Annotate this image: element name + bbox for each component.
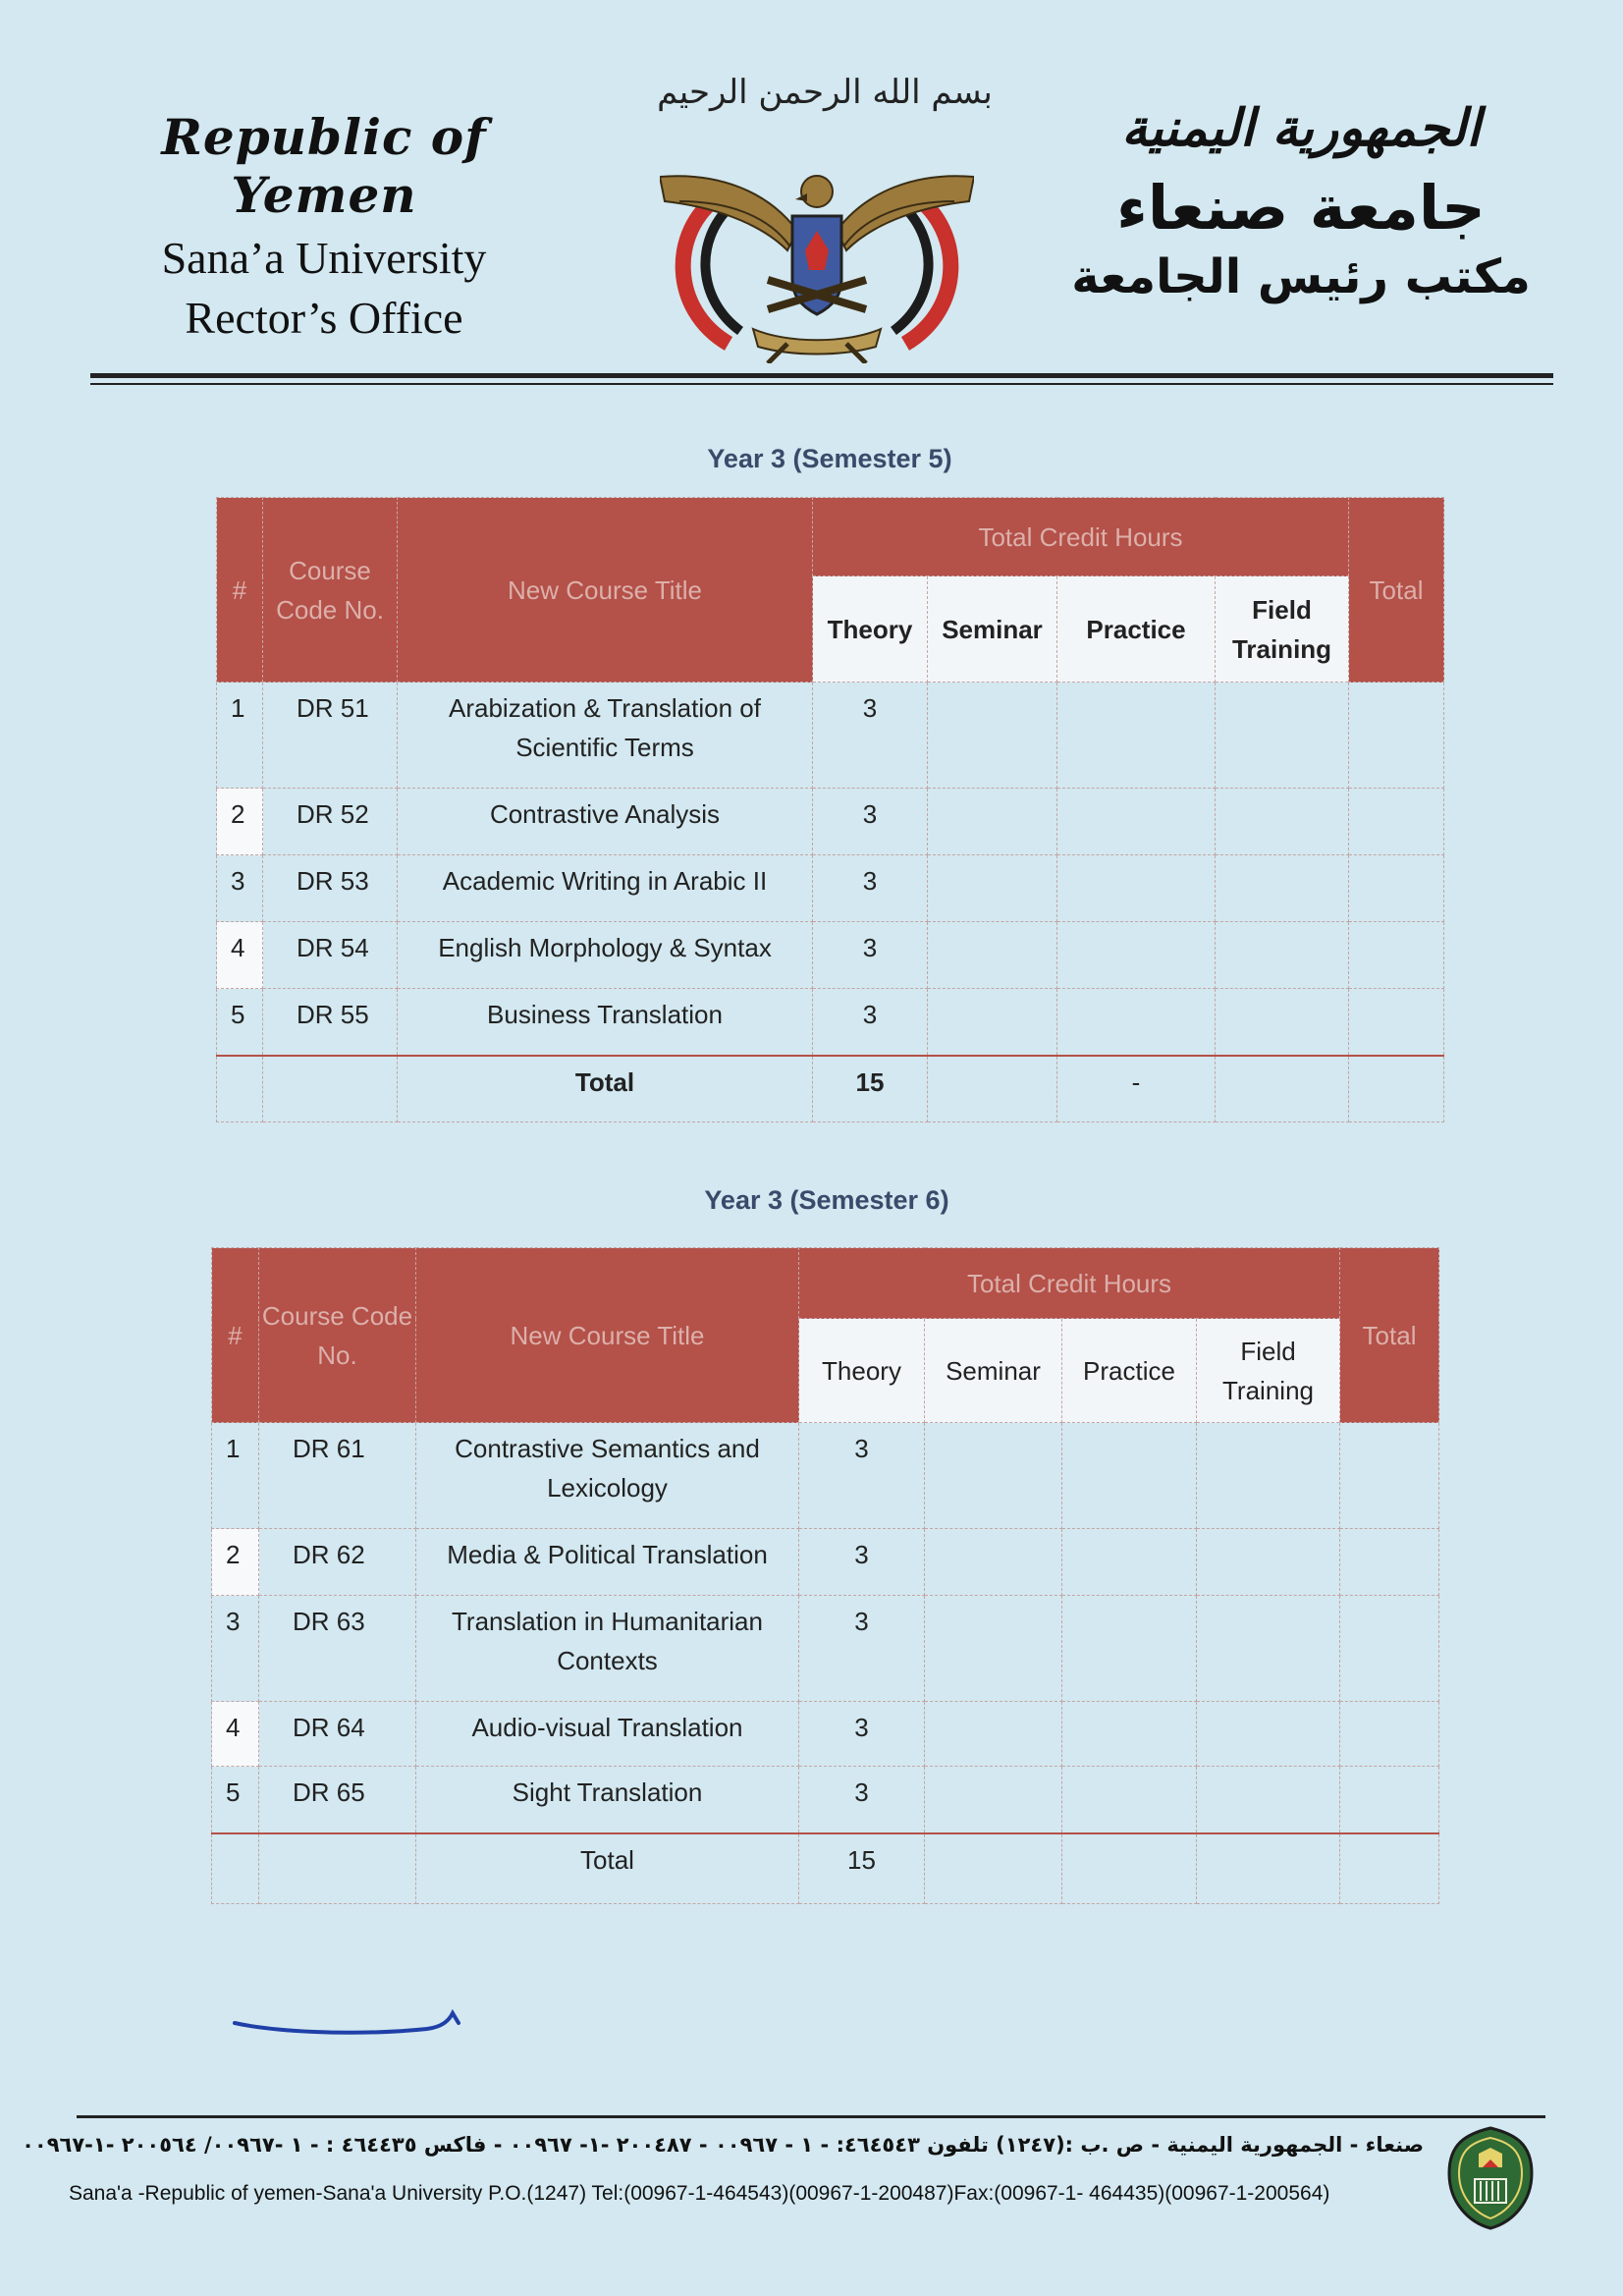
total-row xyxy=(212,1833,1439,1904)
header-field-training: Field Training xyxy=(1197,1319,1340,1423)
row-num: 1 xyxy=(212,1423,259,1529)
footer-address-ar: صنعاء - الجمهورية اليمنية - ص .ب :(١٢٤٧) تلفون ٤٦٤٥٤٣: - ١ - ٠٠٩٦٧ - ٢٠٠٤٨٧ -١- ٠٠٩٦٧ - فاكس ٤٦٤٤٣٥ : - ١ -٠٠٩٦٧/ ٢٠٠٥٦٤ -١-٠٠٩٦٧ xyxy=(22,2133,1424,2157)
header-credit-hours: Total Credit Hours xyxy=(799,1248,1340,1319)
header-divider xyxy=(90,373,1553,378)
row-theory: 3 xyxy=(813,989,928,1056)
header-title: New Course Title xyxy=(398,498,813,683)
row-theory: 3 xyxy=(799,1529,925,1596)
table-row xyxy=(212,1767,1439,1833)
row-theory: 3 xyxy=(813,683,928,789)
row-code: DR 51 xyxy=(263,683,398,789)
footer-divider xyxy=(77,2115,1545,2118)
letterhead-arabic xyxy=(1060,98,1542,304)
row-code: DR 64 xyxy=(259,1702,416,1767)
semester5-title: Year 3 (Semester 5) xyxy=(707,444,952,473)
header-credit-hours: Total Credit Hours xyxy=(813,498,1349,576)
office-name-ar: مكتب رئيس الجامعة xyxy=(1071,249,1531,304)
row-theory: 3 xyxy=(799,1596,925,1702)
row-title: Business Translation xyxy=(398,989,813,1056)
header-field-training: Field Training xyxy=(1216,576,1349,683)
total-theory: 15 xyxy=(813,1056,928,1122)
yemen-eagle-emblem xyxy=(660,162,974,363)
row-num: 4 xyxy=(212,1702,259,1767)
row-title: Translation in Humanitarian Contexts xyxy=(416,1596,799,1702)
table-row xyxy=(217,789,1444,855)
header-code: Course Code No. xyxy=(259,1248,416,1423)
semester5-table xyxy=(216,497,1444,1122)
header-practice: Practice xyxy=(1062,1319,1197,1423)
row-title: Media & Political Translation xyxy=(416,1529,799,1596)
row-code: DR 55 xyxy=(263,989,398,1056)
table-row xyxy=(212,1529,1439,1596)
row-num: 3 xyxy=(217,855,263,922)
total-theory: 15 xyxy=(799,1833,925,1904)
row-title: Academic Writing in Arabic II xyxy=(398,855,813,922)
row-theory: 3 xyxy=(799,1767,925,1833)
total-label: Total xyxy=(398,1056,813,1122)
row-code: DR 53 xyxy=(263,855,398,922)
row-title: Contrastive Semantics and Lexicology xyxy=(416,1423,799,1529)
semester6-table xyxy=(211,1247,1439,1904)
header-divider-thin xyxy=(90,383,1553,385)
row-code: DR 65 xyxy=(259,1767,416,1833)
row-num: 2 xyxy=(212,1529,259,1596)
row-theory: 3 xyxy=(799,1423,925,1529)
header-num: # xyxy=(217,498,263,683)
row-code: DR 52 xyxy=(263,789,398,855)
total-label: Total xyxy=(416,1833,799,1904)
row-num: 1 xyxy=(217,683,263,789)
row-theory: 3 xyxy=(799,1702,925,1767)
header-title: New Course Title xyxy=(416,1248,799,1423)
table-row xyxy=(212,1702,1439,1767)
header-total: Total xyxy=(1340,1248,1439,1423)
row-title: Audio-visual Translation xyxy=(416,1702,799,1767)
footer-address-en: Sana'a -Republic of yemen-Sana'a University P.O.(1247) Tel:(00967-1-464543)(00967-1-200487)Fax:(00967-1- 464435)(00967-1-200564) xyxy=(69,2182,1330,2205)
country-name-en: Republic of Yemen xyxy=(161,108,487,224)
university-name-en: Sana’a University xyxy=(161,233,487,283)
table-row xyxy=(217,683,1444,789)
row-title: Arabization & Translation of Scientific Terms xyxy=(398,683,813,789)
table-row xyxy=(212,1423,1439,1529)
header-num: # xyxy=(212,1248,259,1423)
row-title: Sight Translation xyxy=(416,1767,799,1833)
header-practice: Practice xyxy=(1057,576,1216,683)
row-code: DR 61 xyxy=(259,1423,416,1529)
row-title: Contrastive Analysis xyxy=(398,789,813,855)
row-num: 4 xyxy=(217,922,263,989)
row-code: DR 54 xyxy=(263,922,398,989)
university-logo xyxy=(1441,2124,1540,2232)
semester6-title: Year 3 (Semester 6) xyxy=(704,1185,949,1215)
header-seminar: Seminar xyxy=(925,1319,1062,1423)
header-total: Total xyxy=(1349,498,1444,683)
row-code: DR 63 xyxy=(259,1596,416,1702)
total-row xyxy=(217,1056,1444,1122)
row-title: English Morphology & Syntax xyxy=(398,922,813,989)
total-practice: - xyxy=(1057,1056,1216,1122)
office-name-en: Rector’s Office xyxy=(185,293,463,343)
row-theory: 3 xyxy=(813,789,928,855)
header-theory: Theory xyxy=(799,1319,925,1423)
row-theory: 3 xyxy=(813,855,928,922)
table-row xyxy=(217,989,1444,1056)
letterhead-english xyxy=(69,108,579,344)
row-num: 3 xyxy=(212,1596,259,1702)
header-seminar: Seminar xyxy=(928,576,1057,683)
header-theory: Theory xyxy=(813,576,928,683)
university-name-ar: جامعة صنعاء xyxy=(1116,172,1486,244)
row-num: 5 xyxy=(217,989,263,1056)
basmala-calligraphy: بسم الله الرحمن الرحيم xyxy=(657,73,993,112)
table-row xyxy=(212,1596,1439,1702)
row-code: DR 62 xyxy=(259,1529,416,1596)
country-name-ar: الجمهورية اليمنية xyxy=(1121,98,1481,158)
table-row xyxy=(217,922,1444,989)
signature-mark xyxy=(231,2003,466,2043)
row-num: 5 xyxy=(212,1767,259,1833)
row-num: 2 xyxy=(217,789,263,855)
row-theory: 3 xyxy=(813,922,928,989)
header-code: Course Code No. xyxy=(263,498,398,683)
table-row xyxy=(217,855,1444,922)
